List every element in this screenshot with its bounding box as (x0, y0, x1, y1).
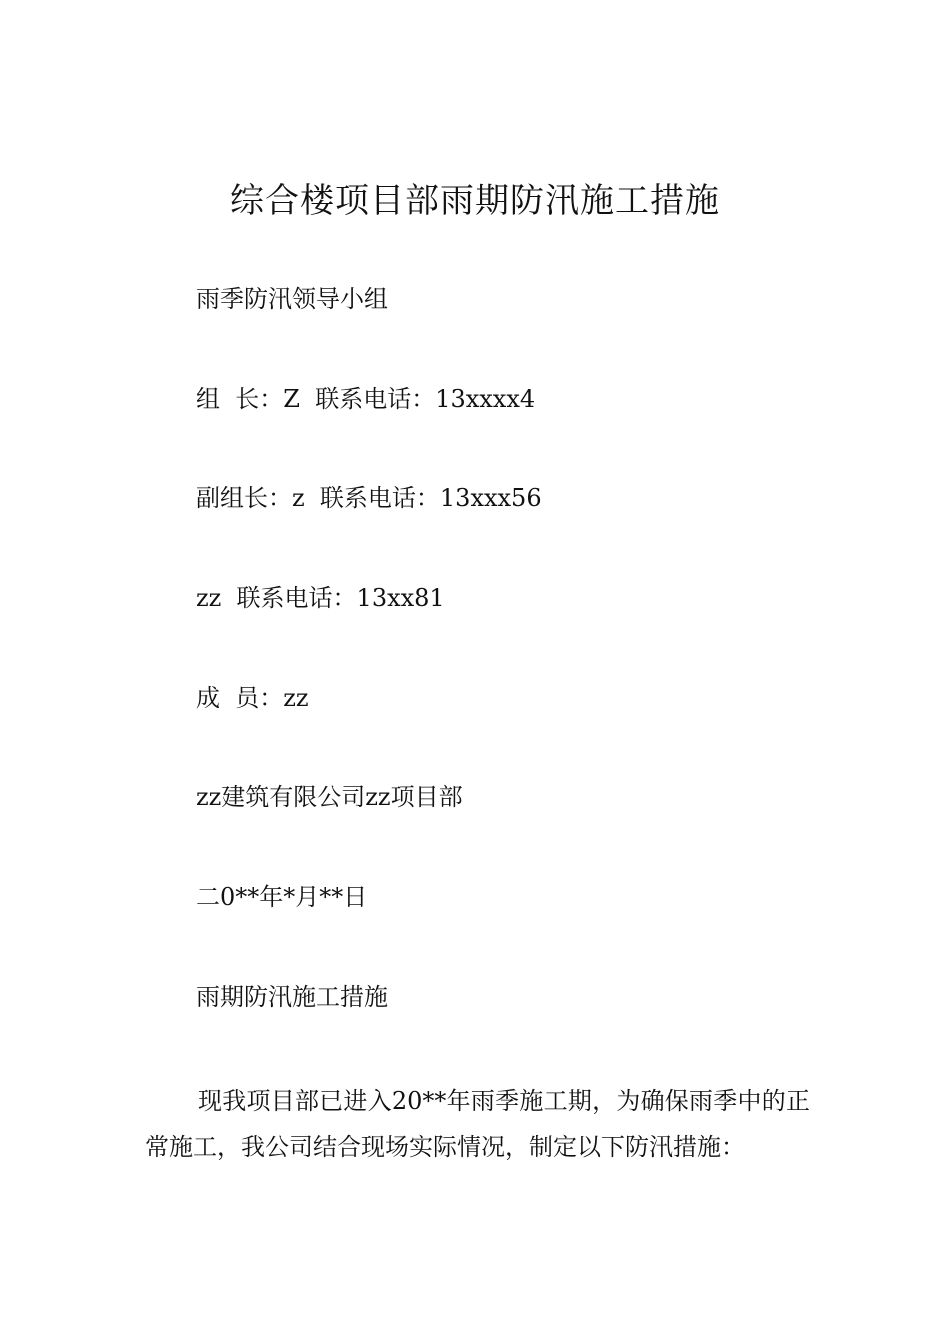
deputy-leader-line: 副组长：z 联系电话：13xxx56 (196, 484, 542, 512)
contact-line: zz 联系电话：13xx81 (196, 584, 445, 612)
members-line: 成 员：zz (196, 684, 309, 712)
group-leader-line: 组 长：Z 联系电话：13xxxx4 (196, 385, 536, 413)
intro-paragraph: 现我项目部已进入20**年雨季施工期，为确保雨季中的正常施工，我公司结合现场实际情况，制定以下防汛措施： (145, 1087, 810, 1161)
section-heading-measures: 雨期防汛施工措施 (196, 983, 388, 1011)
company-line: zz建筑有限公司zz项目部 (196, 783, 463, 811)
document-title: 综合楼项目部雨期防汛施工措施 (230, 181, 720, 221)
date-line: 二0**年*月**日 (196, 883, 368, 911)
section-heading-leadership-group: 雨季防汛领导小组 (196, 285, 388, 313)
